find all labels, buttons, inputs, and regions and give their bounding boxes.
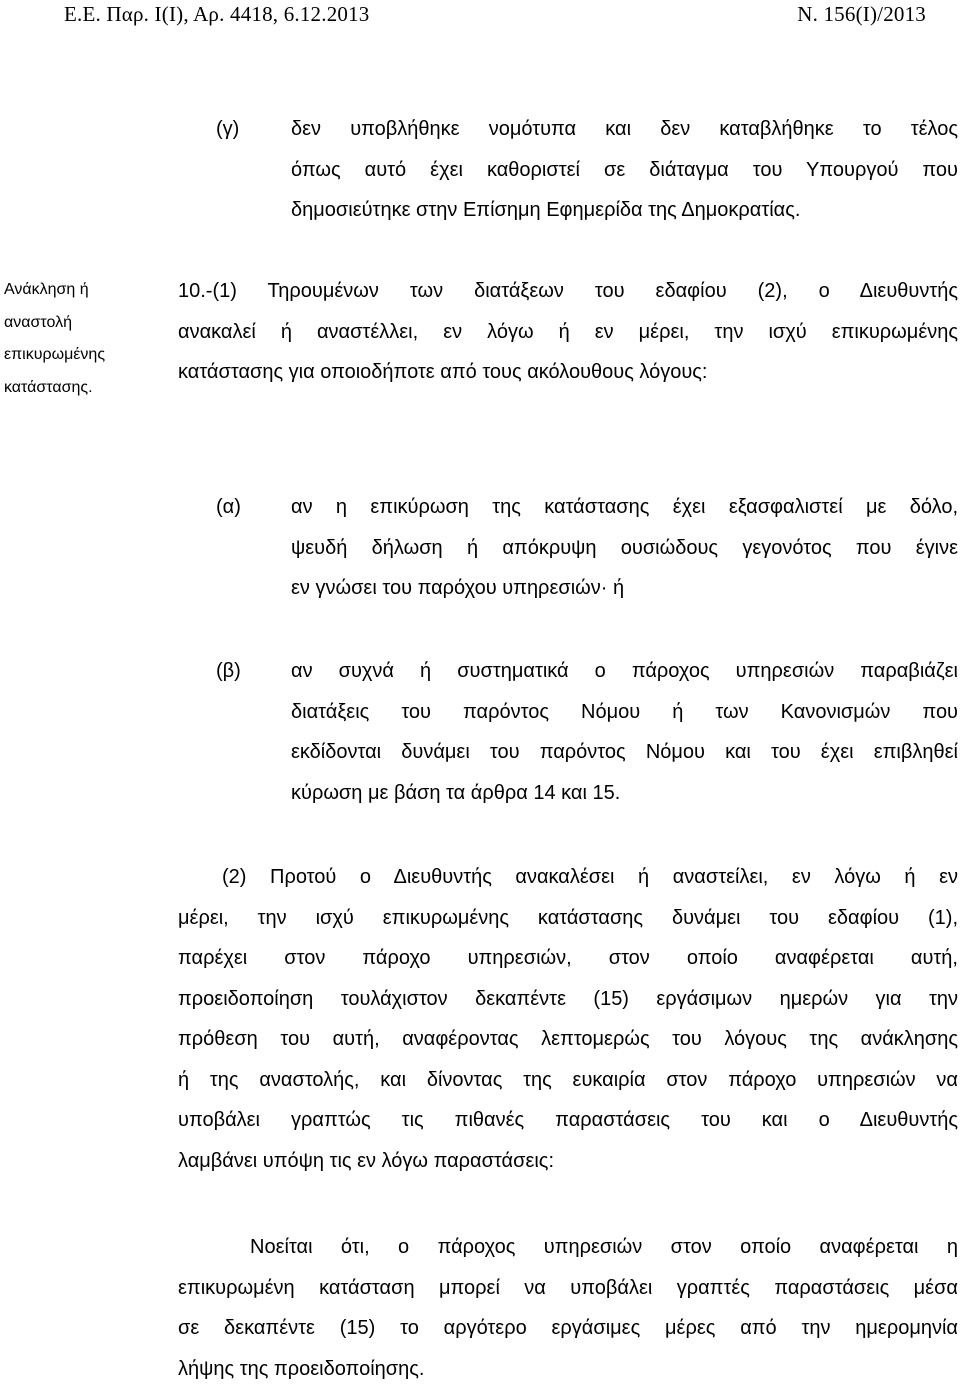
section-10-line: 10.-(1) Τηρουμένων των διατάξεων του εδαφίου (2), ο Διευθυντής [178,271,958,312]
margin-note-line: επικυρωμένης [4,339,154,372]
proviso-line: λήψης της προειδοποίησης. [178,1349,958,1389]
header-law-number: Ν. 156(Ι)/2013 [797,2,926,27]
proviso-line: Νοείται ότι, ο πάροχος υπηρεσιών στον οποίο αναφέρεται η [178,1227,958,1268]
margin-note-line: κατάστασης. [4,372,154,405]
proviso-text [178,1227,958,1389]
item-a-line: αν η επικύρωση της κατάστασης έχει εξασφαλιστεί με δόλο, [291,487,958,528]
subsection-2-line: (2) Προτού ο Διευθυντής ανακαλέσει ή αναστείλει, εν λόγω ή εν [178,857,958,898]
item-c-line: όπως αυτό έχει καθοριστεί σε διάταγμα του Υπουργού που [291,150,958,191]
subsection-2-text [178,857,958,1181]
subsection-2-line: υποβάλει γραπτώς τις πιθανές παραστάσεις του και ο Διευθυντής [178,1100,958,1141]
subsection-2-line: πρόθεση του αυτή, αναφέροντας λεπτομερώς του λόγους της ανάκλησης [178,1019,958,1060]
item-a-marker: (α) [216,487,241,528]
header-gazette-reference: Ε.Ε. Παρ. Ι(Ι), Αρ. 4418, 6.12.2013 [64,2,370,27]
item-c-text [291,109,958,231]
item-c-line: δεν υποβλήθηκε νομότυπα και δεν καταβλήθηκε το τέλος [291,109,958,150]
section-10-line: κατάστασης για οποιοδήποτε από τους ακόλουθους λόγους: [178,352,958,393]
item-b-line: εκδίδονται δυνάμει του παρόντος Νόμου και του έχει επιβληθεί [291,732,958,773]
item-b-line: αν συχνά ή συστηματικά ο πάροχος υπηρεσιών παραβιάζει [291,651,958,692]
item-a-line: ψευδή δήλωση ή απόκρυψη ουσιώδους γεγονότος που έγινε [291,528,958,569]
margin-note [4,274,154,404]
item-b-marker: (β) [216,651,241,692]
subsection-2-line: προειδοποίηση τουλάχιστον δεκαπέντε (15) εργάσιμων ημερών για την [178,979,958,1020]
item-b-line: κύρωση με βάση τα άρθρα 14 και 15. [291,773,958,814]
item-c-line: δημοσιεύτηκε στην Επίσημη Εφημερίδα της Δημοκρατίας. [291,190,958,231]
item-a-text [291,487,958,609]
item-c-marker: (γ) [216,109,239,150]
margin-note-line: αναστολή [4,307,154,340]
subsection-2-line: μέρει, την ισχύ επικυρωμένης κατάστασης δυνάμει του εδαφίου (1), [178,898,958,939]
proviso-line: σε δεκαπέντε (15) το αργότερο εργάσιμες μέρες από την ημερομηνία [178,1308,958,1349]
item-b-text [291,651,958,813]
subsection-2-line: παρέχει στον πάροχο υπηρεσιών, στον οποίο αναφέρεται αυτή, [178,938,958,979]
margin-note-line: Ανάκληση ή [4,274,154,307]
section-10-text [178,271,958,393]
proviso-line: επικυρωμένη κατάσταση μπορεί να υποβάλει γραπτές παραστάσεις μέσα [178,1268,958,1309]
subsection-2-line: λαμβάνει υπόψη τις εν λόγω παραστάσεις: [178,1141,958,1182]
section-10-line: ανακαλεί ή αναστέλλει, εν λόγω ή εν μέρει, την ισχύ επικυρωμένης [178,312,958,353]
item-a-line: εν γνώσει του παρόχου υπηρεσιών· ή [291,568,958,609]
item-b-line: διατάξεις του παρόντος Νόμου ή των Κανονισμών που [291,692,958,733]
subsection-2-line: ή της αναστολής, και δίνοντας της ευκαιρία στον πάροχο υπηρεσιών να [178,1060,958,1101]
